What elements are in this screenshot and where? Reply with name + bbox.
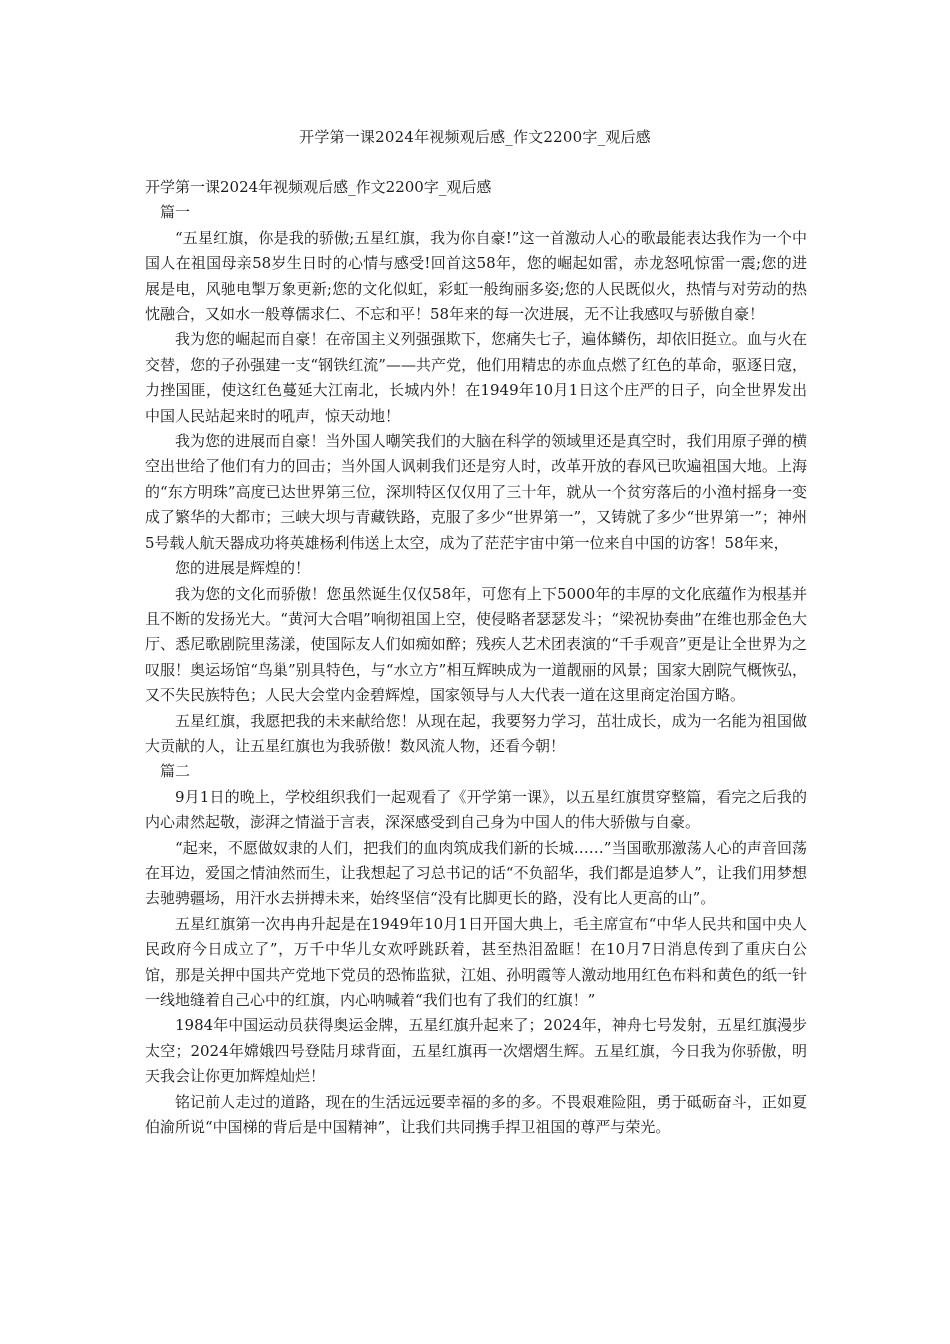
paragraph: 五星红旗，我愿把我的未来献给您！从现在起，我要努力学习，茁壮成长，成为一名能为祖国做大贡献的人，让五星红旗也为我骄傲！数风流人物，还看今朝！ [145,711,807,755]
paragraph: 我为您的进展而自豪！当外国人嘲笑我们的大脑在科学的领域里还是真空时，我们用原子弹的横空出世给了他们有力的回击；当外国人讽刺我们还是穷人时，改革开放的春风已吹遍祖国大地。上海的“东方明珠”高度已达世界第三位，深圳特区仅仅用了三十年，就从一个贫穷落后的小渔村摇身一变成了繁华的大都市；三峡大坝与青藏铁路，克服了多少“世界第一”，又铸就了多少“世界第一”；神州5号载人航天器成功将英雄杨利伟送上太空，成为了茫茫宇宙中第一位来自中国的访客！58年来， [145,432,807,552]
paragraph: 您的进展是辉煌的！ [175,559,311,578]
paragraph: “起来，不愿做奴隶的人们，把我们的血肉筑成我们新的长城……”当国歌那激荡人心的声音回荡在耳边，爱国之情油然而生，让我想起了习总书记的话“不负韶华，我们都是追梦人”，让我们用梦想去驰骋疆场，用汗水去拼搏未来，始终坚信“没有比脚更长的路，没有比人更高的山”。 [145,838,807,908]
paragraph: 五星红旗第一次冉冉升起是在1949年10月1日开国大典上，毛主席宣布“中华人民共和国中央人民政府今日成立了”，万千中华儿女欢呼跳跃着，甚至热泪盈眶！在10月7日消息传到了重庆白公馆，那是关押中国共产党地下党员的恐怖监狱，江姐、孙明霞等人激动地用红色布料和黄色的纸一针一线地缝着自己心中的红旗，内心呐喊着“我们也有了我们的红旗！” [145,914,807,1009]
paragraph: 1984年中国运动员获得奥运金牌，五星红旗升起来了；2024年，神舟七号发射，五星红旗漫步太空；2024年嫦娥四号登陆月球背面，五星红旗再一次熠熠生辉。五星红旗，今日我为你骄傲，明天我会让你更加辉煌灿烂！ [145,1016,807,1086]
document-body [145,175,807,1140]
page-title: 开学第一课2024年视频观后感_作文2200字_观后感 [299,128,651,146]
section-heading-1: 篇一 [160,203,191,222]
paragraph: 我为您的崛起而自豪！在帝国主义列强强欺下，您痛失七子，遍体鳞伤，却依旧挺立。血与火在交替，您的子孙强建一支“钢铁红流”——共产党，他们用精忠的赤血点燃了红色的革命，驱逐日寇，力挫国匪，使这红色蔓延大江南北，长城内外！在1949年10月1日这个庄严的日子，向全世界发出中国人民站起来时的吼声，惊天动地！ [145,330,807,425]
paragraph: 铭记前人走过的道路，现在的生活远远要幸福的多的多。不畏艰难险阻，勇于砥砺奋斗，正如夏伯渝所说“中国梯的背后是中国精神”，让我们共同携手捍卫祖国的尊严与荣光。 [145,1092,807,1137]
paragraph: 我为您的文化而骄傲！您虽然诞生仅仅58年，可您有上下5000年的丰厚的文化底蕴作为根基并且不断的发扬光大。“黄河大合唱”响彻祖国上空，使侵略者瑟瑟发斗；“梁祝协奏曲”在维也那金色大厅、悉尼歌剧院里荡漾，使国际友人们如痴如醉；残疾人艺术团表演的“千手观音”更是让全世界为之叹服！奥运场馆“鸟巢”别具特色，与“水立方”相互辉映成为一道靓丽的风景；国家大剧院气概恢弘，又不失民族特色；人民大会堂内金碧辉煌，国家领导与人大代表一道在这里商定治国方略。 [145,584,807,705]
paragraph: 9月1日的晚上，学校组织我们一起观看了《开学第一课》，以五星红旗贯穿整篇，看完之后我的内心肃然起敬，澎湃之情溢于言表，深深感受到自己身为中国人的伟大骄傲与自豪。 [145,787,807,832]
paragraph: “五星红旗，你是我的骄傲;五星红旗，我为你自豪!”这一首激动人心的歌最能表达我作为一个中国人在祖国母亲58岁生日时的心情与感受!回首这58年，您的崛起如雷，赤龙怒吼惊雷一震;您的进展是电，风驰电掣万象更新;您的文化似虹，彩虹一般绚丽多姿;您的人民既似火，热情与对劳动的热忱融合，又如水一般尊儒求仁、不忘和平！58年来的每一次进展，无不让我感叹与骄傲自豪！ [145,228,807,324]
section-heading-2: 篇二 [160,762,191,781]
document-subtitle: 开学第一课2024年视频观后感_作文2200字_观后感 [145,178,492,196]
